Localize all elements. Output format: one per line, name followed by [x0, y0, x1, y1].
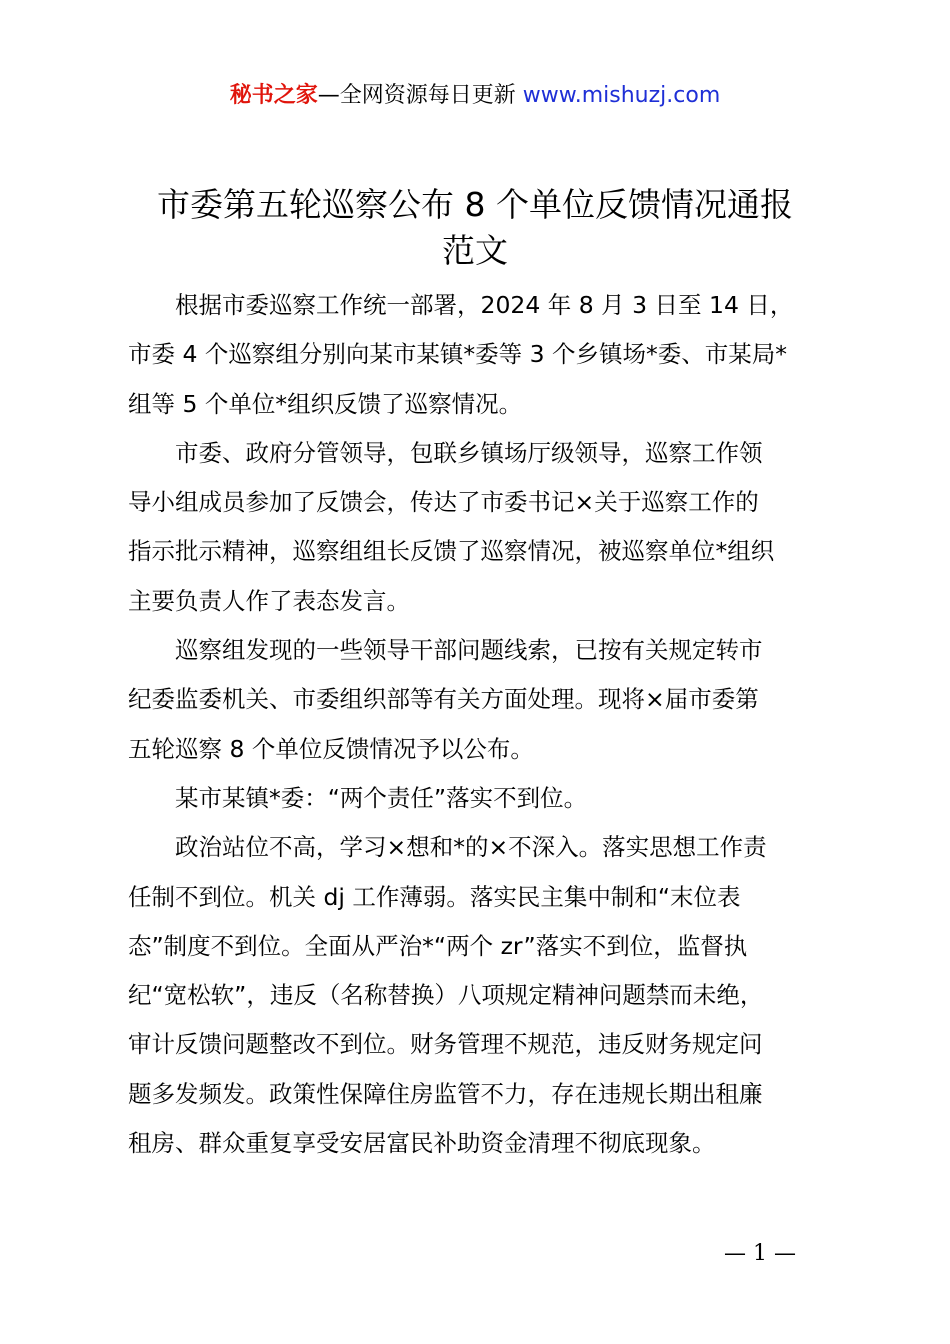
paragraph-intro: [128, 281, 834, 429]
text-line: 五轮巡察 8 个单位反馈情况予以公布。: [128, 734, 534, 763]
paragraph-meeting: [128, 429, 834, 626]
site-brand: 秘书之家: [229, 83, 318, 108]
document-title: [100, 182, 850, 274]
text-line: 主要负责人作了表态发言。: [128, 586, 410, 615]
paragraph-clues: [128, 626, 834, 774]
site-url-link[interactable]: www.mishuzj.com: [522, 83, 721, 108]
text-line: 组等 5 个单位*组织反馈了巡察情况。: [128, 389, 523, 418]
document-title-line-1: 市委第五轮巡察公布 8 个单位反馈情况通报: [157, 185, 793, 224]
text-line: 市委、政府分管领导，包联乡镇场厅级领导，巡察工作领: [175, 438, 763, 467]
text-line: 导小组成员参加了反馈会，传达了市委书记×关于巡察工作的: [128, 488, 759, 517]
text-line: 市委 4 个巡察组分别向某市某镇*委等 3 个乡镇场*委、市某局*: [128, 340, 788, 369]
text-line: 审计反馈问题整改不到位。财务管理不规范，违反财务规定问: [128, 1030, 763, 1059]
text-line: 纪“宽松软”，违反（名称替换）八项规定精神问题禁而未绝，: [128, 981, 764, 1010]
text-line: 政治站位不高，学习×想和*的×不深入。落实思想工作责: [175, 833, 767, 862]
text-line: 任制不到位。机关 dj 工作薄弱。落实民主集中制和“末位表: [128, 882, 741, 911]
document-title-line-2: 范文: [442, 231, 508, 270]
text-line: 某市某镇*委：“两个责任”落实不到位。: [175, 783, 588, 812]
text-line: 指示批示精神，巡察组组长反馈了巡察情况，被巡察单位*组织: [128, 537, 775, 566]
text-line: 根据市委巡察工作统一部署，2024 年 8 月 3 日至 14 日，: [175, 291, 794, 319]
site-tagline: —全网资源每日更新: [317, 83, 523, 108]
page-number: — 1 —: [724, 1241, 796, 1266]
document-body: [128, 281, 834, 1168]
site-header: [0, 80, 950, 112]
text-line: 题多发频发。政策性保障住房监管不力，存在违规长期出租廉: [128, 1079, 763, 1108]
paragraph-findings: [128, 823, 834, 1168]
text-line: 租房、群众重复享受安居富民补助资金清理不彻底现象。: [128, 1129, 716, 1158]
text-line: 态”制度不到位。全面从严治*“两个 zr”落实不到位，监督执: [128, 931, 748, 960]
paragraph-unit-heading: [128, 774, 834, 823]
text-line: 巡察组发现的一些领导干部问题线索，已按有关规定转市: [175, 636, 763, 665]
text-line: 纪委监委机关、市委组织部等有关方面处理。现将×届市委第: [128, 685, 759, 714]
